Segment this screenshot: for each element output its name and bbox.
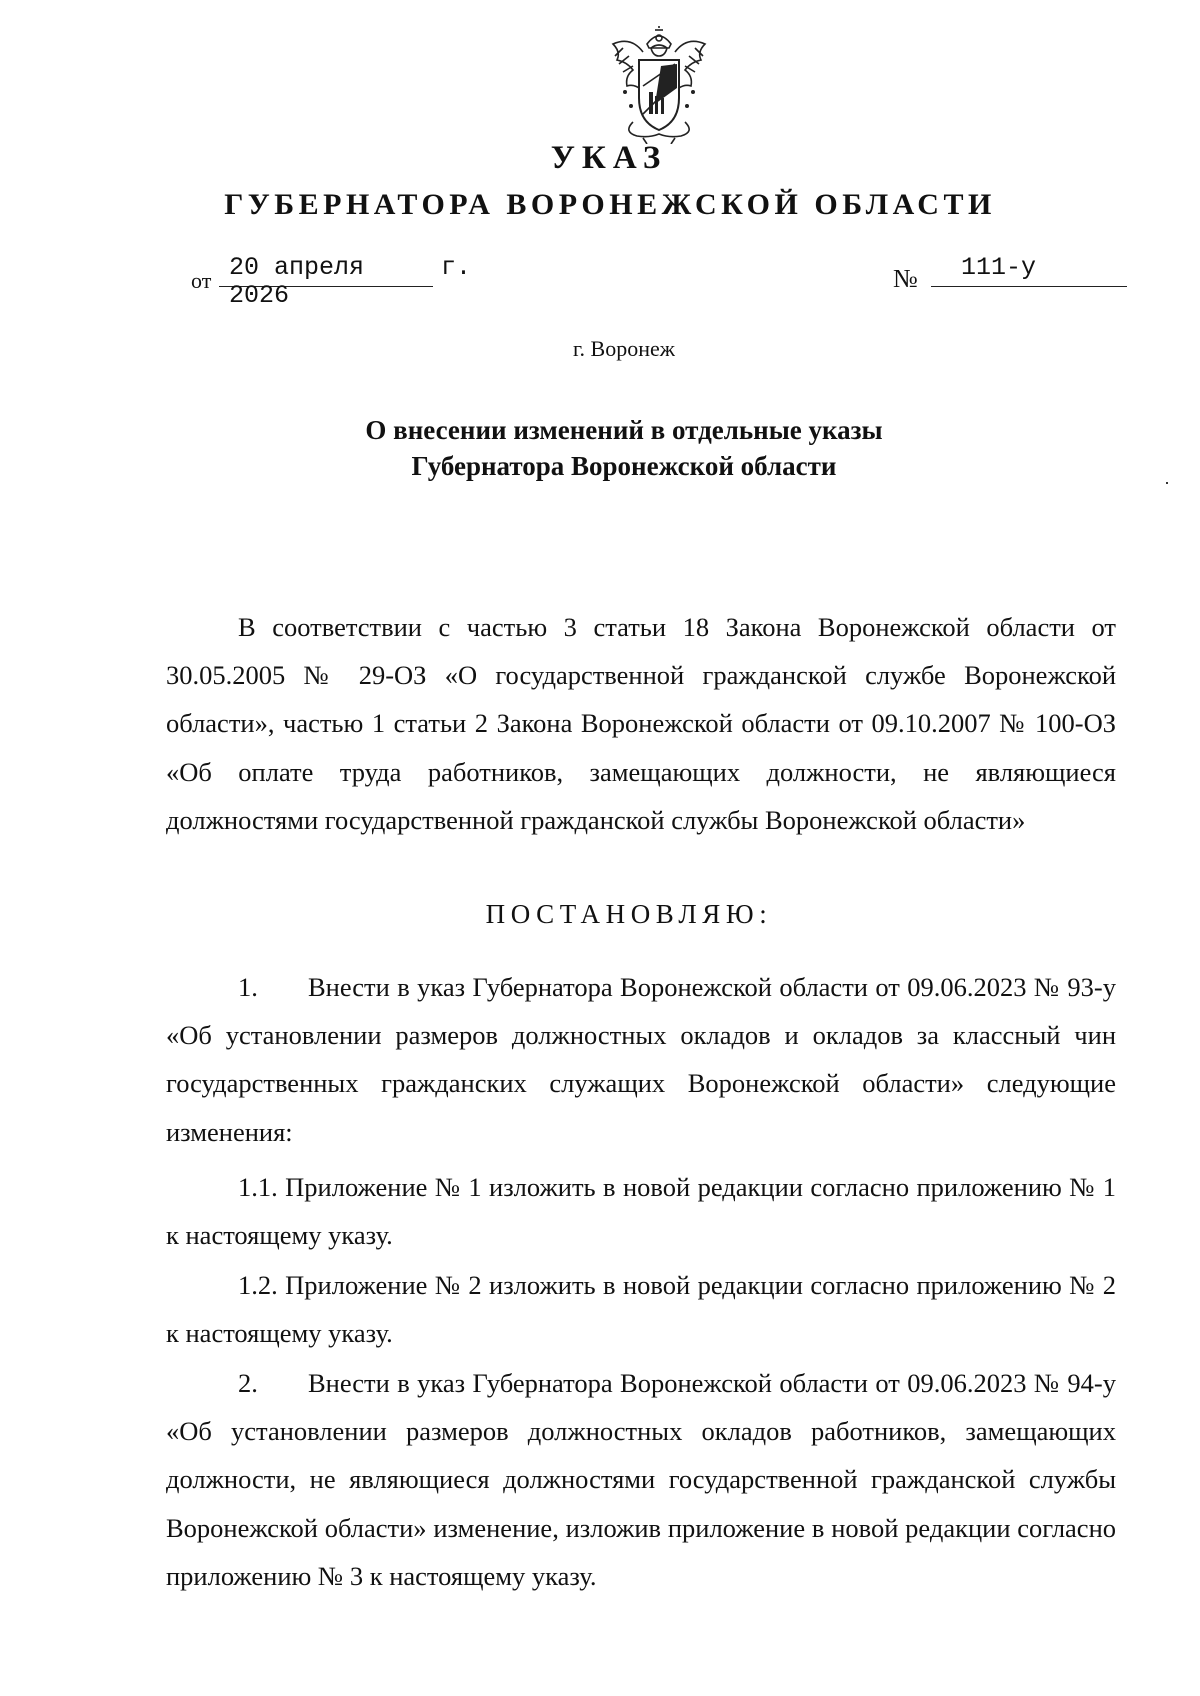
item-1-2-text: 1.2. Приложение № 2 изложить в новой редакции согласно приложению № 2 к настоящему указу. — [166, 1270, 1116, 1349]
item-1 — [166, 963, 1116, 1156]
preamble-text: В соответствии с частью 3 статьи 18 Закона Воронежской области от 30.05.2005 № 29-ОЗ «О государственной гражданской службе Воронежской области», частью 1 статьи 2 Закона Воронежской области от 09.10.2007 № 100-ОЗ «Об оплате труда работников, замещающих должности, не являющиеся должностями государственной гражданской службы Воронежской области» — [166, 612, 1116, 835]
item-1-text: Внести в указ Губернатора Воронежской области от 09.06.2023 № 93-у «Об установлении размеров должностных окладов и окладов за классный чин государственных гражданских служащих Воронежской области» следующие изменения: — [166, 972, 1116, 1147]
date-prefix: от — [191, 268, 212, 293]
voronezh-coat-of-arms-icon — [603, 26, 715, 144]
item-1-paragraph — [166, 963, 1116, 1156]
item-1-1 — [166, 1163, 1116, 1259]
preamble — [166, 603, 1116, 844]
subject-line-2: Губернатора Воронежской области — [411, 451, 837, 481]
issuer-title: ГУБЕРНАТОРА ВОРОНЕЖСКОЙ ОБЛАСТИ — [224, 188, 996, 221]
date-suffix: г. — [441, 253, 472, 282]
date-value: 20 апреля 2026 — [219, 254, 433, 287]
item-2-paragraph — [166, 1359, 1116, 1600]
number-prefix: № — [893, 264, 918, 293]
item-2 — [166, 1359, 1116, 1600]
item-1-number: 1. — [238, 972, 258, 1002]
number-value: 111-у — [931, 254, 1127, 287]
item-2-number: 2. — [238, 1368, 258, 1398]
item-1-2 — [166, 1261, 1116, 1357]
city: г. Воронеж — [573, 336, 675, 361]
scan-dot — [1166, 482, 1168, 484]
document-subject — [0, 412, 1200, 484]
document-type-title: УКАЗ — [550, 140, 668, 176]
item-2-text: Внести в указ Губернатора Воронежской области от 09.06.2023 № 94-у «Об установлении размеров должностных окладов работников, замещающих должности, не являющиеся должностями государственной гражданской службы Воронежской области» изменение, изложив приложение в новой редакции согласно приложению № 3 к настоящему указу. — [166, 1368, 1116, 1591]
subject-line-1: О внесении изменений в отдельные указы — [365, 415, 883, 445]
decree-word: ПОСТАНОВЛЯЮ: — [485, 899, 773, 929]
item-1-1-text: 1.1. Приложение № 1 изложить в новой редакции согласно приложению № 1 к настоящему указу. — [166, 1172, 1116, 1251]
